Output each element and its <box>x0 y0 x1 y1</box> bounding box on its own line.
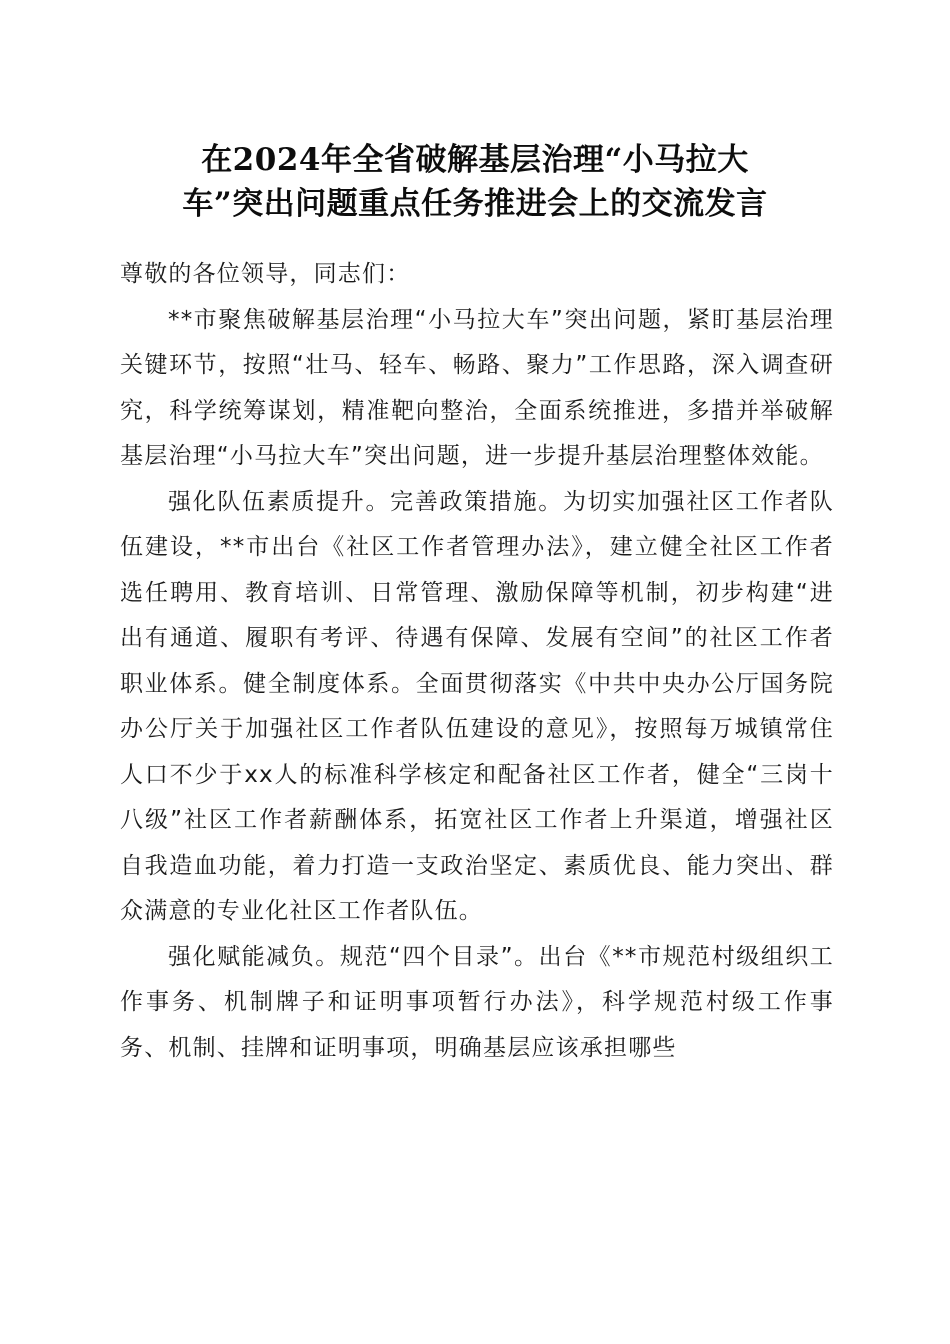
paragraph-intro: **市聚焦破解基层治理“小马拉大车”突出问题，紧盯基层治理关键环节，按照“壮马、轻车、畅路、聚力”工作思路，深入调查研究，科学统筹谋划，精准靶向整治，全面系统推进，多措并举破解基层治理“小马拉大车”突出问题，进一步提升基层治理整体效能。 <box>120 306 834 469</box>
title-line-1: 在2024年全省破解基层治理“小马拉大 <box>201 142 749 178</box>
document-title <box>110 138 840 226</box>
paragraph-team-quality: 强化队伍素质提升。完善政策措施。为切实加强社区工作者队伍建设，**市出台《社区工作者管理办法》，建立健全社区工作者选任聘用、教育培训、日常管理、激励保障等机制，初步构建“进出有通道、履职有考评、待遇有保障、发展有空间”的社区工作者职业体系。健全制度体系。全面贯彻落实《中共中央办公厅国务院办公厅关于加强社区工作者队伍建设的意见》，按照每万城镇常住人口不少于xx人的标准科学核定和配备社区工作者，健全“三岗十八级”社区工作者薪酬体系，拓宽社区工作者上升渠道，增强社区自我造血功能，着力打造一支政治坚定、素质优良、能力突出、群众满意的专业化社区工作者队伍。 <box>120 488 834 924</box>
title-line-2: 车”突出问题重点任务推进会上的交流发言 <box>182 186 768 222</box>
paragraph-empower-reduce-burden: 强化赋能减负。规范“四个目录”。出台《**市规范村级组织工作事务、机制牌子和证明事项暂行办法》，科学规范村级工作事务、机制、挂牌和证明事项，明确基层应该承担哪些 <box>120 943 834 1061</box>
document-body <box>120 252 834 1071</box>
salutation: 尊敬的各位领导，同志们： <box>120 261 411 287</box>
